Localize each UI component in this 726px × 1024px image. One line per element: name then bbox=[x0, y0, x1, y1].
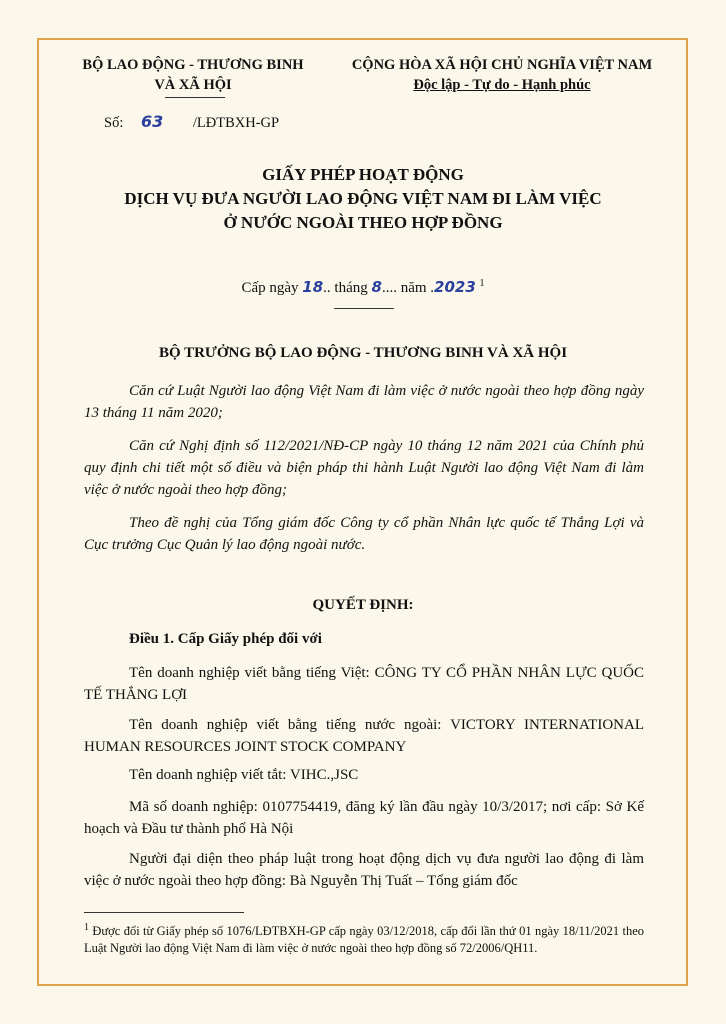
footnote-text: Được đổi từ Giấy phép số 1076/LĐTBXH-GP cấp ngày 03/12/2018, cấp đổi lần thứ 01 ngày 18/11/2021 theo Luật Người lao động Việt Nam đi làm việc ở nước ngoài theo hợp đồng số 72/2006/QH11. bbox=[84, 924, 644, 956]
number-suffix: /LĐTBXH-GP bbox=[192, 115, 280, 131]
document-number bbox=[104, 112, 279, 132]
country-name: CỘNG HÒA XÃ HỘI CHỦ NGHĨA VIỆT NAM bbox=[351, 57, 653, 73]
footnote-divider bbox=[84, 912, 244, 913]
footnote-ref: 1 bbox=[479, 278, 485, 289]
article-1-heading: Điều 1. Cấp Giấy phép đối với bbox=[129, 631, 322, 647]
article-item: Tên doanh nghiệp viết bằng tiếng nước ngoài: VICTORY INTERNATIONAL HUMAN RESOURCES JOINT STOCK COMPANY bbox=[84, 717, 644, 755]
date-divider bbox=[334, 308, 394, 309]
ministry-name bbox=[58, 55, 328, 95]
country-header bbox=[322, 55, 682, 95]
title-line3: Ở NƯỚC NGOÀI THEO HỢP ĐỒNG bbox=[223, 213, 503, 232]
date-day: 18 bbox=[302, 278, 324, 296]
ministry-line2: VÀ XÃ HỘI bbox=[154, 77, 232, 93]
issuer-title: BỘ TRƯỞNG BỘ LAO ĐỘNG - THƯƠNG BINH VÀ XÃ HỘI bbox=[158, 345, 568, 361]
date-month: 8 bbox=[371, 278, 382, 296]
footnote-mark: 1 bbox=[84, 922, 89, 933]
number-label: Số: bbox=[104, 115, 124, 131]
basis-3: Theo đề nghị của Tổng giám đốc Công ty cổ phần Nhân lực quốc tế Thắng Lợi và Cục trưởng Cục Quản lý lao động ngoài nước. bbox=[84, 515, 644, 553]
title-line1: GIẤY PHÉP HOẠT ĐỘNG bbox=[262, 165, 464, 184]
article-item: Mã số doanh nghiệp: 0107754419, đăng ký lần đầu ngày 10/3/2017; nơi cấp: Sở Kế hoạch và Đầu tư thành phố Hà Nội bbox=[84, 799, 644, 837]
ministry-underline bbox=[165, 97, 225, 98]
title-line2: DỊCH VỤ ĐƯA NGƯỜI LAO ĐỘNG VIỆT NAM ĐI LÀM VIỆC bbox=[124, 189, 602, 208]
ministry-line1: BỘ LAO ĐỘNG - THƯƠNG BINH bbox=[82, 57, 304, 73]
basis-1: Căn cứ Luật Người lao động Việt Nam đi làm việc ở nước ngoài theo hợp đồng ngày 13 tháng 11 năm 2020; bbox=[84, 383, 644, 421]
document-title bbox=[60, 163, 666, 235]
decision-heading: QUYẾT ĐỊNH: bbox=[312, 597, 414, 613]
year-label: .... năm . bbox=[381, 280, 435, 296]
month-label: .. tháng bbox=[323, 280, 368, 296]
issue-date bbox=[60, 278, 666, 297]
footnote bbox=[84, 919, 644, 957]
article-item: Người đại diện theo pháp luật trong hoạt động dịch vụ đưa người lao động đi làm việc ở nước ngoài theo hợp đồng: Bà Nguyễn Thị Tuất – Tổng giám đốc bbox=[84, 851, 644, 889]
date-prefix: Cấp ngày bbox=[241, 280, 299, 296]
motto: Độc lập - Tự do - Hạnh phúc bbox=[413, 77, 591, 93]
date-year: 2023 bbox=[434, 278, 476, 296]
number-value: 63 bbox=[140, 112, 164, 131]
basis-2: Căn cứ Nghị định số 112/2021/NĐ-CP ngày 10 tháng 12 năm 2021 của Chính phủ quy định chi tiết một số điều và biện pháp thi hành Luật Người lao động Việt Nam đi làm việc ở nước ngoài theo hợp đồng; bbox=[84, 438, 644, 498]
article-item: Tên doanh nghiệp viết bằng tiếng Việt: CÔNG TY CỔ PHẦN NHÂN LỰC QUỐC TẾ THẮNG LỢI bbox=[84, 665, 644, 703]
article-item: Tên doanh nghiệp viết tắt: VIHC.,JSC bbox=[129, 767, 359, 783]
